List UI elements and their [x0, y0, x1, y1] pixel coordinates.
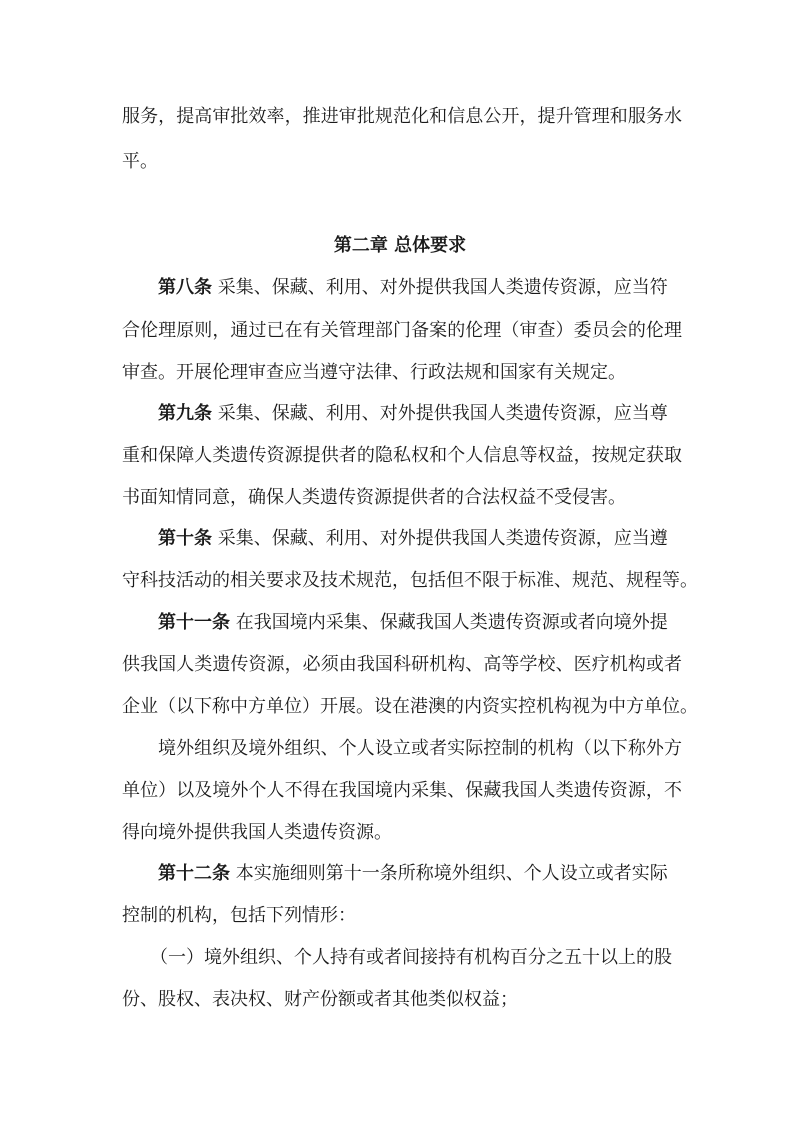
article-8-line: 审查。开展伦理审查应当遵守法律、行政法规和国家有关规定。	[122, 362, 626, 383]
article-11-line: 境外组织及境外组织、个人设立或者实际控制的机构（以下称外方	[158, 738, 682, 759]
article-12-label: 第十二条	[158, 863, 230, 884]
article-9-label: 第九条	[158, 403, 212, 424]
article-11-line: 供我国人类遗传资源，必须由我国科研机构、高等学校、医疗机构或者	[122, 654, 682, 675]
article-12-text: 本实施细则第十一条所称境外组织、个人设立或者实际	[230, 863, 668, 884]
article-11-label: 第十一条	[158, 612, 230, 633]
article-12-line: 控制的机构，包括下列情形：	[122, 905, 356, 926]
article-10-line	[158, 526, 682, 552]
article-8-label: 第八条	[158, 277, 212, 298]
article-11-line: 得向境外提供我国人类遗传资源。	[122, 822, 392, 843]
article-12-item-line: 份、股权、表决权、财产份额或者其他类似权益；	[122, 989, 518, 1010]
article-10-label: 第十条	[158, 528, 212, 549]
article-12-item-line: （一）境外组织、个人持有或者间接持有机构百分之五十以上的股	[150, 947, 672, 968]
article-8-text: 采集、保藏、利用、对外提供我国人类遗传资源，应当符	[212, 277, 668, 298]
article-11-line: 企业（以下称中方单位）开展。设在港澳的内资实控机构视为中方单位。	[122, 696, 698, 717]
article-12-line	[158, 861, 682, 887]
article-11-line: 单位）以及境外个人不得在我国境内采集、保藏我国人类遗传资源，不	[122, 780, 682, 801]
article-11-text: 在我国境内采集、保藏我国人类遗传资源或者向境外提	[230, 612, 668, 633]
article-8-line	[158, 275, 682, 301]
chapter-title: 第二章 总体要求	[333, 235, 467, 256]
article-9-line: 书面知情同意，确保人类遗传资源提供者的合法权益不受侵害。	[122, 487, 626, 508]
article-9-line	[158, 401, 682, 427]
article-9-line: 重和保障人类遗传资源提供者的隐私权和个人信息等权益，按规定获取	[122, 445, 682, 466]
article-9-text: 采集、保藏、利用、对外提供我国人类遗传资源，应当尊	[212, 403, 668, 424]
article-8-line: 合伦理原则，通过已在有关管理部门备案的伦理（审查）委员会的伦理	[122, 320, 682, 341]
paragraph-line: 平。	[122, 151, 158, 172]
article-10-line: 守科技活动的相关要求及技术规范，包括但不限于标准、规范、规程等。	[122, 570, 698, 591]
paragraph-line: 服务，提高审批效率，推进审批规范化和信息公开，提升管理和服务水	[122, 106, 682, 127]
article-11-line	[158, 610, 682, 636]
article-10-text: 采集、保藏、利用、对外提供我国人类遗传资源，应当遵	[212, 528, 668, 549]
